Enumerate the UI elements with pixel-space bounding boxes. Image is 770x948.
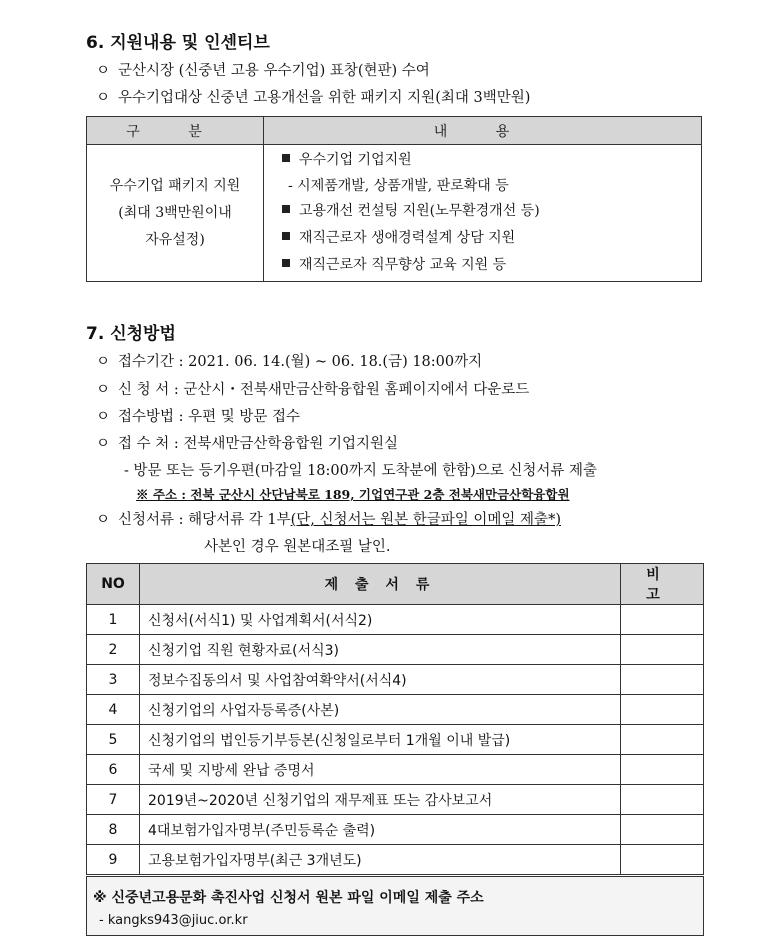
method-line <box>96 405 300 426</box>
email-notice-title: ※ 신중년고용문화 촉진사업 신청서 원본 파일 이메일 제출 주소 <box>93 890 484 906</box>
section7-title: 7. 신청방법 <box>86 324 176 344</box>
form-label: 신 청 서 : <box>118 382 184 398</box>
row-note <box>621 815 704 845</box>
category-line: 자유설정) <box>145 231 205 248</box>
table-row <box>87 785 704 815</box>
square-bullet-icon <box>282 154 290 162</box>
bullet-text: 군산시장 (신중년 고용 우수기업) 표창(현판) 수여 <box>118 63 430 79</box>
row-note <box>621 755 704 785</box>
row-number: 6 <box>87 755 140 785</box>
section6-title: 6. 지원내용 및 인센티브 <box>86 33 270 53</box>
table-row <box>87 605 704 635</box>
bullet-mark: ㅇ <box>96 63 111 79</box>
table-row <box>87 815 704 845</box>
form-value: 군산시・전북새만금산학융합원 홈페이지에서 다운로드 <box>183 382 530 398</box>
docs-header-no: NO <box>87 564 140 605</box>
row-note <box>621 665 704 695</box>
category-line: 우수기업 패키지 지원 <box>109 177 241 194</box>
category-line: (최대 3백만원이내 <box>118 204 232 221</box>
row-number: 4 <box>87 695 140 725</box>
docs-line <box>96 508 561 529</box>
row-number: 7 <box>87 785 140 815</box>
row-document: 신청기업 직원 현황자료(서식3) <box>140 635 621 665</box>
place-value: 전북새만금산학융합원 기업지원실 <box>183 436 399 452</box>
row-number: 1 <box>87 605 140 635</box>
bullet-mark: ㅇ <box>96 512 111 528</box>
docs-header-docs: 제 출 서 류 <box>140 564 621 605</box>
row-number: 8 <box>87 815 140 845</box>
row-note <box>621 845 704 875</box>
support-header-content: 내 용 <box>264 117 702 145</box>
content-item: 고용개선 컨설팅 지원(노무환경개선 등) <box>282 198 701 225</box>
bullet-mark: ㅇ <box>96 90 111 106</box>
docs-table <box>86 563 704 875</box>
row-note <box>621 785 704 815</box>
table-row <box>87 635 704 665</box>
method-value: 우편 및 방문 접수 <box>188 409 301 425</box>
row-note <box>621 635 704 665</box>
place-line <box>96 432 398 453</box>
row-number: 2 <box>87 635 140 665</box>
period-label: 접수기간 : <box>118 354 189 370</box>
address-line: ※ 주소 : 전북 군산시 산단남북로 189, 기업연구관 2층 전북새만금산학융합원 <box>136 487 570 502</box>
form-line <box>96 378 529 399</box>
bullet-text: 우수기업대상 신중년 고용개선을 위한 패키지 지원(최대 3백만원) <box>118 90 531 106</box>
row-document: 정보수집동의서 및 사업참여확약서(서식4) <box>140 665 621 695</box>
bullet-mark: ㅇ <box>96 436 111 452</box>
row-document: 신청기업의 사업자등록증(사본) <box>140 695 621 725</box>
bullet-mark: ㅇ <box>96 382 111 398</box>
row-number: 3 <box>87 665 140 695</box>
table-row <box>87 695 704 725</box>
row-note <box>621 605 704 635</box>
period-line <box>96 350 482 371</box>
square-bullet-icon <box>282 205 290 213</box>
row-document: 2019년~2020년 신청기업의 재무제표 또는 감사보고서 <box>140 785 621 815</box>
support-category-cell <box>87 145 264 282</box>
row-document: 고용보험가입자명부(최근 3개년도) <box>140 845 621 875</box>
row-note <box>621 725 704 755</box>
content-sub-item: - 시제품개발, 상품개발, 판로확대 등 <box>288 178 509 194</box>
docs-note: 사본인 경우 원본대조필 날인. <box>204 539 391 555</box>
method-label: 접수방법 : <box>118 409 189 425</box>
row-document: 신청서(서식1) 및 사업계획서(서식2) <box>140 605 621 635</box>
table-row <box>87 845 704 875</box>
table-row <box>87 665 704 695</box>
visit-note: - 방문 또는 등기우편(마감일 18:00까지 도착분에 한함)으로 신청서류 제출 <box>124 463 598 479</box>
email-notice-box <box>86 876 704 936</box>
period-value: 2021. 06. 14.(월) ~ 06. 18.(금) 18:00까지 <box>188 354 483 370</box>
section6-bullet-2 <box>96 86 530 107</box>
row-number: 9 <box>87 845 140 875</box>
content-item: 우수기업 기업지원 <box>282 147 701 174</box>
support-header-category: 구 분 <box>87 117 264 145</box>
docs-value: 해당서류 각 1부 <box>188 512 291 528</box>
square-bullet-icon <box>282 259 290 267</box>
square-bullet-icon <box>282 232 290 240</box>
row-document: 4대보험가입자명부(주민등록순 출력) <box>140 815 621 845</box>
row-note <box>621 695 704 725</box>
docs-label: 신청서류 : <box>118 512 189 528</box>
bullet-mark: ㅇ <box>96 409 111 425</box>
place-label: 접 수 처 : <box>118 436 184 452</box>
table-row <box>87 725 704 755</box>
section6-bullet-1 <box>96 59 430 80</box>
support-table <box>86 116 702 282</box>
row-document: 신청기업의 법인등기부등본(신청일로부터 1개월 이내 발급) <box>140 725 621 755</box>
docs-value-underlined: (단, 신청서는 원본 한글파일 이메일 제출*) <box>290 512 561 528</box>
row-document: 국세 및 지방세 완납 증명서 <box>140 755 621 785</box>
bullet-mark: ㅇ <box>96 354 111 370</box>
content-item: 재직근로자 생애경력설계 상담 지원 <box>282 225 701 252</box>
docs-header-note: 비 고 <box>621 564 704 605</box>
table-row <box>87 755 704 785</box>
row-number: 5 <box>87 725 140 755</box>
support-content-cell <box>264 145 702 282</box>
email-address: - kangks943@jiuc.or.kr <box>99 913 248 928</box>
content-item: 재직근로자 직무향상 교육 지원 등 <box>282 252 701 279</box>
